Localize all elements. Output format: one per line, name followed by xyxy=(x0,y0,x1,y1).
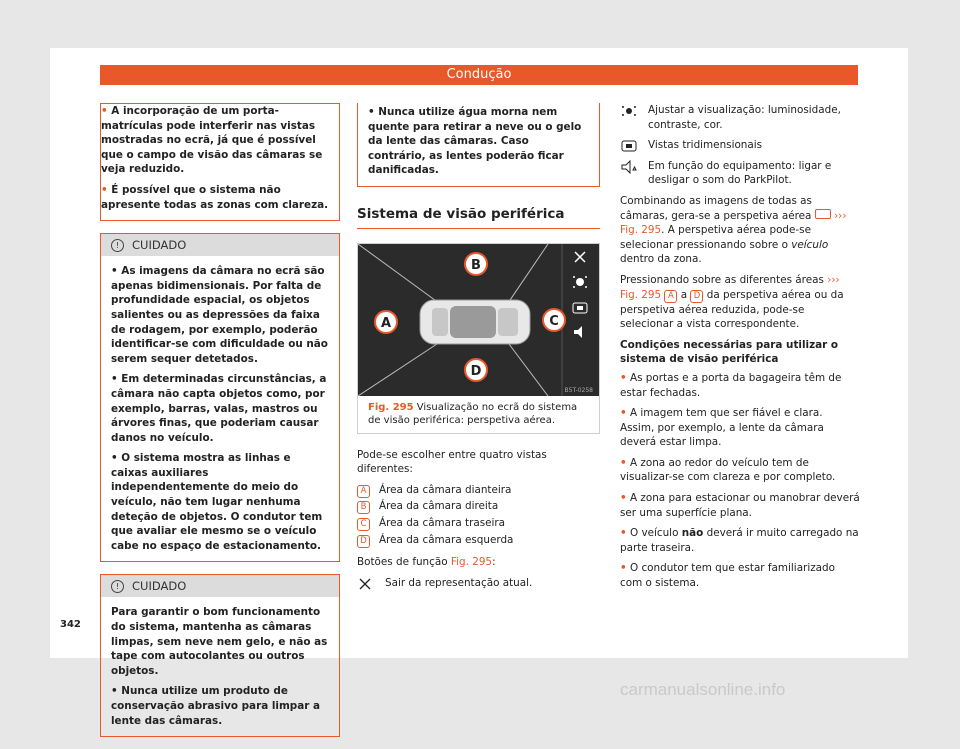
column-2 xyxy=(357,103,600,596)
column-1 xyxy=(100,103,340,749)
svg-text:D: D xyxy=(470,363,482,379)
caution-bullet: • Em determinadas circunstâncias, a câmara não capta objetos como, por exemplo, barras, valas, mastros ou árvores finas, que poderiam causar danos no veículo. xyxy=(111,373,327,444)
caution-paragraph: Para garantir o bom funcionamento do sistema, mantenha as câmaras limpas, sem neve nem gelo, e não as tape com autocolantes ou outros objetos. xyxy=(111,606,328,677)
caution-box-2 xyxy=(100,574,340,737)
caution-bullet: • Nunca utilize um produto de conservação abrasivo para limpar a lente das câmaras. xyxy=(111,685,320,727)
3d-view-icon xyxy=(620,139,638,153)
zone-label-c[interactable] xyxy=(543,309,565,331)
condition-bullet: • O condutor tem que estar familiarizado com o sistema. xyxy=(620,562,835,590)
car-top-view[interactable] xyxy=(420,300,530,344)
view-item-a: A Área da câmara dianteira xyxy=(357,483,600,498)
aerial-paragraph: Combinando as imagens de todas as câmaras, gera-se a perspetiva aérea ››› Fig. 295. A perspetiva aérea pode-se selecionar pressionando sobre o veículo dentro da zona. xyxy=(620,194,847,266)
caution-header: ! CUIDADO xyxy=(101,575,339,597)
warning-icon: ! xyxy=(111,580,124,593)
chapter-header: Condução xyxy=(100,65,858,85)
view-item-d: D Área da câmara esquerda xyxy=(357,533,600,548)
icon-item-sound: Em função do equipamento: ligar e desligar o som do ParkPilot. xyxy=(620,159,860,188)
close-icon xyxy=(357,577,375,591)
condition-bullet: • A zona ao redor do veículo tem de visualizar-se com clareza e por completo. xyxy=(620,456,836,484)
figure-code: B5T-0258 xyxy=(564,386,593,394)
condition-bullet: • O veículo não deverá ir muito carregado na parte traseira. xyxy=(620,527,859,554)
watermark: carmanualsonline.info xyxy=(620,680,786,699)
aerial-view-icon xyxy=(815,209,831,219)
brightness-icon xyxy=(620,104,638,118)
warning-icon: ! xyxy=(111,239,124,252)
page-number: 342 xyxy=(60,619,81,630)
conditions-heading: Condições necessárias para utilizar o sistema de visão periférica xyxy=(620,338,839,366)
buttons-intro: Botões de função Fig. 295: xyxy=(357,556,496,569)
svg-text:C: C xyxy=(549,313,559,329)
svg-text:A: A xyxy=(380,315,392,331)
caution-box-1 xyxy=(100,233,340,562)
areas-paragraph: Pressionando sobre as diferentes áreas ››› Fig. 295 A a D da perspetiva aérea ou da perspetiva aérea reduzida, pode-se selecionar a vista correspondente. xyxy=(620,273,844,331)
caution-bullet: • As imagens da câmara no ecrã são apenas bidimensionais. Por falta de profundidade espacial, os objetos salientes ou as depressões da faixa de rodagem, por exemplo, poderão identificar-se com dificuldade ou não serem sequer detetados. xyxy=(111,265,328,365)
figure-295 xyxy=(357,243,600,434)
svg-text:B: B xyxy=(471,257,481,273)
intro-box xyxy=(100,103,340,221)
view-item-c: C Área da câmara traseira xyxy=(357,516,600,531)
sound-icon xyxy=(620,160,638,174)
icon-item-brightness: Ajustar a visualização: luminosidade, contraste, cor. xyxy=(620,103,860,132)
close-button-item: Sair da representação atual. xyxy=(357,576,600,591)
figure-caption: Fig. 295 Visualização no ecrã do sistema de visão periférica: perspetiva aérea. xyxy=(368,401,578,426)
intro-bullet: • É possível que o sistema não apresente todas as zonas com clareza. xyxy=(101,183,329,211)
zone-label-b[interactable] xyxy=(465,253,487,275)
icon-item-3d: Vistas tridimensionais xyxy=(620,138,860,153)
intro-bullet: • A incorporação de um porta-matrículas pode interferir nas vistas mostradas no ecrã, já que é possível que o campo de visão das câmaras se veja reduzido. xyxy=(101,105,323,176)
zone-label-d[interactable] xyxy=(465,359,487,381)
caution-bullet: • O sistema mostra as linhas e caixas auxiliares independentemente do meio do veículo, não tem lugar nenhuma deteção de objetos. O condutor tem que avaliar ele mesmo se o veículo cabe no espaço de estacionamento. xyxy=(111,452,323,552)
views-intro: Pode-se escolher entre quatro vistas diferentes: xyxy=(357,448,547,476)
column-3 xyxy=(620,103,860,597)
continued-caution-box xyxy=(357,103,600,187)
condition-bullet: • A zona para estacionar ou manobrar deverá ser uma superfície plana. xyxy=(620,492,860,519)
zone-label-a[interactable] xyxy=(375,311,397,333)
condition-bullet: • As portas e a porta da bagageira têm de estar fechadas. xyxy=(620,371,842,399)
view-item-b: B Área da câmara direita xyxy=(357,499,600,514)
caution-header: ! CUIDADO xyxy=(101,234,339,256)
condition-bullet: • A imagem tem que ser fiável e clara. Assim, por exemplo, a lente da câmara deverá estar limpa. xyxy=(620,407,824,449)
section-title: Sistema de visão periférica xyxy=(357,207,600,229)
surround-view-screen xyxy=(358,244,599,396)
caution-bullet: • Nunca utilize água morna nem quente para retirar a neve ou o gelo da lente das câmaras. Caso contrário, as lentes poderão ficar danificadas. xyxy=(368,106,582,177)
